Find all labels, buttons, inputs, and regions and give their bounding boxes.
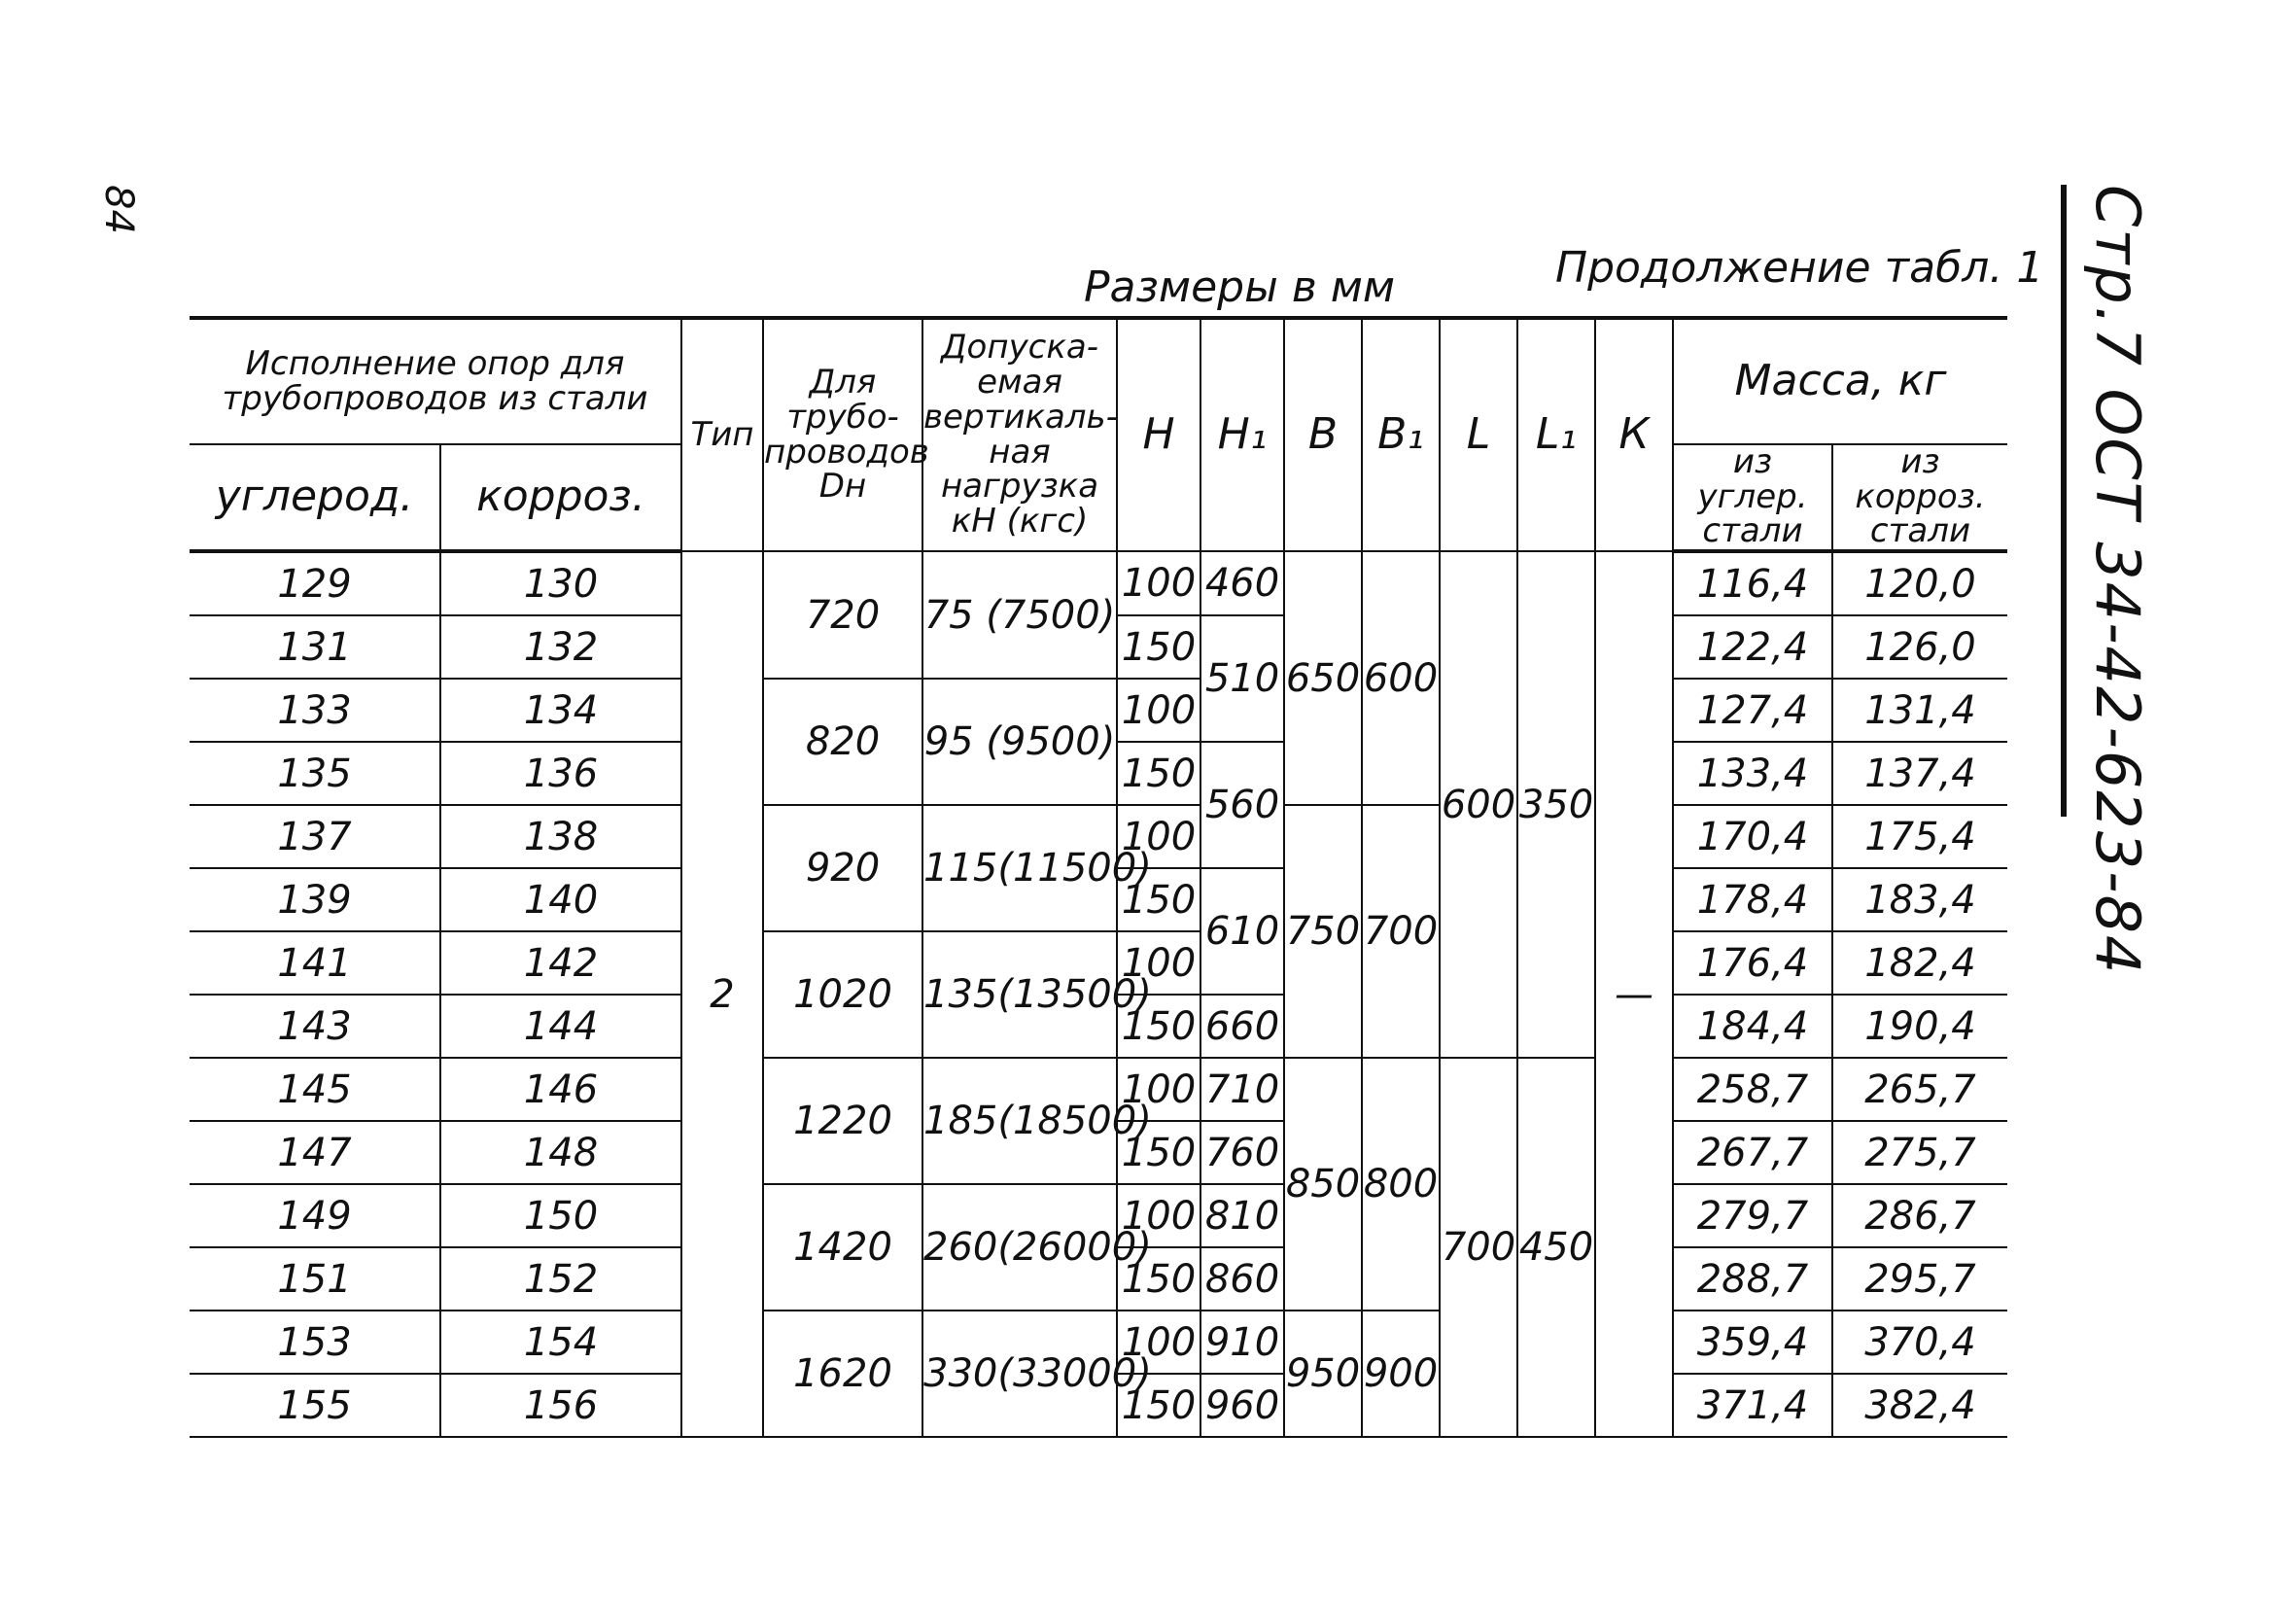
cell-carbon: 141 bbox=[190, 931, 440, 995]
cell-mass-corrosion: 190,4 bbox=[1832, 995, 2007, 1058]
cell-carbon: 131 bbox=[190, 615, 440, 679]
cell-H1: 460 bbox=[1200, 551, 1284, 615]
cell-corrosion: 146 bbox=[440, 1058, 681, 1121]
cell-B: 850 bbox=[1284, 1058, 1362, 1311]
cell-carbon: 135 bbox=[190, 742, 440, 805]
cell-carbon: 155 bbox=[190, 1374, 440, 1437]
cell-corrosion: 156 bbox=[440, 1374, 681, 1437]
cell-mass-carbon: 184,4 bbox=[1673, 995, 1832, 1058]
cell-K: — bbox=[1595, 551, 1673, 1437]
cell-mass-carbon: 176,4 bbox=[1673, 931, 1832, 995]
table-row bbox=[190, 1184, 2007, 1247]
header-carbon: углерод. bbox=[190, 444, 440, 551]
units-note: Размеры в мм bbox=[1084, 262, 1396, 312]
cell-mass-carbon: 288,7 bbox=[1673, 1247, 1832, 1311]
table-row bbox=[190, 551, 2007, 615]
cell-corrosion: 136 bbox=[440, 742, 681, 805]
cell-B1: 700 bbox=[1362, 805, 1440, 1058]
cell-dn: 720 bbox=[763, 551, 922, 679]
cell-H: 100 bbox=[1117, 1058, 1200, 1121]
cell-H: 150 bbox=[1117, 1121, 1200, 1184]
cell-carbon: 139 bbox=[190, 868, 440, 931]
cell-dn: 1220 bbox=[763, 1058, 922, 1184]
cell-mass-corrosion: 183,4 bbox=[1832, 868, 2007, 931]
cell-carbon: 151 bbox=[190, 1247, 440, 1311]
cell-mass-carbon: 122,4 bbox=[1673, 615, 1832, 679]
cell-carbon: 133 bbox=[190, 679, 440, 742]
header-L1: L₁ bbox=[1517, 318, 1595, 551]
table-row bbox=[190, 1058, 2007, 1121]
cell-H: 150 bbox=[1117, 1374, 1200, 1437]
cell-load: 260(26000) bbox=[922, 1184, 1117, 1311]
specs-table bbox=[190, 316, 2007, 1438]
cell-corrosion: 144 bbox=[440, 995, 681, 1058]
cell-corrosion: 132 bbox=[440, 615, 681, 679]
cell-carbon: 149 bbox=[190, 1184, 440, 1247]
cell-L: 700 bbox=[1440, 1058, 1517, 1437]
header-corrosion: корроз. bbox=[440, 444, 681, 551]
cell-B1: 800 bbox=[1362, 1058, 1440, 1311]
cell-B1: 900 bbox=[1362, 1311, 1440, 1437]
cell-carbon: 137 bbox=[190, 805, 440, 868]
cell-load: 185(18500) bbox=[922, 1058, 1117, 1184]
cell-mass-carbon: 127,4 bbox=[1673, 679, 1832, 742]
cell-mass-corrosion: 137,4 bbox=[1832, 742, 2007, 805]
cell-load: 115(11500) bbox=[922, 805, 1117, 931]
header-K: К bbox=[1595, 318, 1673, 551]
header-design-group: Исполнение опор для трубопроводов из стали bbox=[190, 318, 681, 444]
cell-H1: 710 bbox=[1200, 1058, 1284, 1121]
header-mass-carbon: из углер. стали bbox=[1673, 444, 1832, 551]
cell-carbon: 153 bbox=[190, 1311, 440, 1374]
cell-H: 150 bbox=[1117, 615, 1200, 679]
cell-corrosion: 148 bbox=[440, 1121, 681, 1184]
header-H: H bbox=[1117, 318, 1200, 551]
header-mass-group: Масса, кг bbox=[1673, 318, 2007, 444]
cell-B: 950 bbox=[1284, 1311, 1362, 1437]
cell-mass-corrosion: 131,4 bbox=[1832, 679, 2007, 742]
cell-B: 750 bbox=[1284, 805, 1362, 1058]
cell-B: 650 bbox=[1284, 551, 1362, 805]
cell-load: 330(33000) bbox=[922, 1311, 1117, 1437]
cell-dn: 1620 bbox=[763, 1311, 922, 1437]
cell-H: 100 bbox=[1117, 679, 1200, 742]
header-pipe: Для трубо- проводов Dн bbox=[763, 318, 922, 551]
page-number: 84 bbox=[96, 185, 141, 234]
cell-corrosion: 138 bbox=[440, 805, 681, 868]
cell-B1: 600 bbox=[1362, 551, 1440, 805]
cell-L1: 350 bbox=[1517, 551, 1595, 1058]
cell-H: 150 bbox=[1117, 742, 1200, 805]
cell-dn: 1420 bbox=[763, 1184, 922, 1311]
header-B1: B₁ bbox=[1362, 318, 1440, 551]
document-code: Стр.7 ОСТ 34-42-623-84 bbox=[2082, 185, 2153, 976]
cell-H1: 510 bbox=[1200, 615, 1284, 742]
table-row bbox=[190, 1311, 2007, 1374]
cell-H: 150 bbox=[1117, 1247, 1200, 1311]
cell-dn: 820 bbox=[763, 679, 922, 805]
cell-corrosion: 150 bbox=[440, 1184, 681, 1247]
cell-H1: 910 bbox=[1200, 1311, 1284, 1374]
cell-H: 100 bbox=[1117, 805, 1200, 868]
cell-mass-corrosion: 126,0 bbox=[1832, 615, 2007, 679]
cell-dn: 920 bbox=[763, 805, 922, 931]
cell-L1: 450 bbox=[1517, 1058, 1595, 1437]
cell-mass-corrosion: 382,4 bbox=[1832, 1374, 2007, 1437]
header-type: Тип bbox=[681, 318, 763, 551]
cell-H1: 610 bbox=[1200, 868, 1284, 995]
cell-carbon: 147 bbox=[190, 1121, 440, 1184]
cell-dn: 1020 bbox=[763, 931, 922, 1058]
cell-mass-carbon: 116,4 bbox=[1673, 551, 1832, 615]
cell-H1: 960 bbox=[1200, 1374, 1284, 1437]
cell-corrosion: 142 bbox=[440, 931, 681, 995]
cell-H1: 560 bbox=[1200, 742, 1284, 868]
cell-H1: 810 bbox=[1200, 1184, 1284, 1247]
cell-type: 2 bbox=[681, 551, 763, 1437]
cell-load: 95 (9500) bbox=[922, 679, 1117, 805]
cell-mass-corrosion: 120,0 bbox=[1832, 551, 2007, 615]
cell-H: 150 bbox=[1117, 868, 1200, 931]
header-B: B bbox=[1284, 318, 1362, 551]
cell-mass-carbon: 170,4 bbox=[1673, 805, 1832, 868]
cell-carbon: 129 bbox=[190, 551, 440, 615]
cell-load: 135(13500) bbox=[922, 931, 1117, 1058]
cell-mass-corrosion: 370,4 bbox=[1832, 1311, 2007, 1374]
header-mass-corrosion: из корроз. стали bbox=[1832, 444, 2007, 551]
cell-H1: 860 bbox=[1200, 1247, 1284, 1311]
cell-H1: 660 bbox=[1200, 995, 1284, 1058]
cell-mass-carbon: 371,4 bbox=[1673, 1374, 1832, 1437]
cell-mass-corrosion: 175,4 bbox=[1832, 805, 2007, 868]
cell-mass-corrosion: 265,7 bbox=[1832, 1058, 2007, 1121]
cell-mass-carbon: 133,4 bbox=[1673, 742, 1832, 805]
cell-H: 100 bbox=[1117, 551, 1200, 615]
cell-mass-carbon: 359,4 bbox=[1673, 1311, 1832, 1374]
cell-mass-corrosion: 286,7 bbox=[1832, 1184, 2007, 1247]
cell-H1: 760 bbox=[1200, 1121, 1284, 1184]
table-row bbox=[190, 931, 2007, 995]
cell-L: 600 bbox=[1440, 551, 1517, 1058]
cell-mass-carbon: 178,4 bbox=[1673, 868, 1832, 931]
cell-carbon: 145 bbox=[190, 1058, 440, 1121]
header-load: Допуска- емая вертикаль- ная нагрузка кН (кгс) bbox=[922, 318, 1117, 551]
table-row bbox=[190, 679, 2007, 742]
cell-corrosion: 130 bbox=[440, 551, 681, 615]
cell-H: 150 bbox=[1117, 995, 1200, 1058]
cell-corrosion: 154 bbox=[440, 1311, 681, 1374]
cell-corrosion: 152 bbox=[440, 1247, 681, 1311]
cell-mass-carbon: 258,7 bbox=[1673, 1058, 1832, 1121]
header-L: L bbox=[1440, 318, 1517, 551]
cell-carbon: 143 bbox=[190, 995, 440, 1058]
cell-mass-corrosion: 275,7 bbox=[1832, 1121, 2007, 1184]
doc-code-underline bbox=[2061, 185, 2067, 817]
header-H1: H₁ bbox=[1200, 318, 1284, 551]
cell-mass-corrosion: 182,4 bbox=[1832, 931, 2007, 995]
cell-corrosion: 140 bbox=[440, 868, 681, 931]
cell-H: 100 bbox=[1117, 931, 1200, 995]
cell-mass-corrosion: 295,7 bbox=[1832, 1247, 2007, 1311]
cell-H: 100 bbox=[1117, 1311, 1200, 1374]
cell-corrosion: 134 bbox=[440, 679, 681, 742]
cell-mass-carbon: 279,7 bbox=[1673, 1184, 1832, 1247]
table-continuation-label: Продолжение табл. 1 bbox=[1555, 243, 2044, 293]
cell-load: 75 (7500) bbox=[922, 551, 1117, 679]
cell-H: 100 bbox=[1117, 1184, 1200, 1247]
table-row bbox=[190, 805, 2007, 868]
cell-mass-carbon: 267,7 bbox=[1673, 1121, 1832, 1184]
